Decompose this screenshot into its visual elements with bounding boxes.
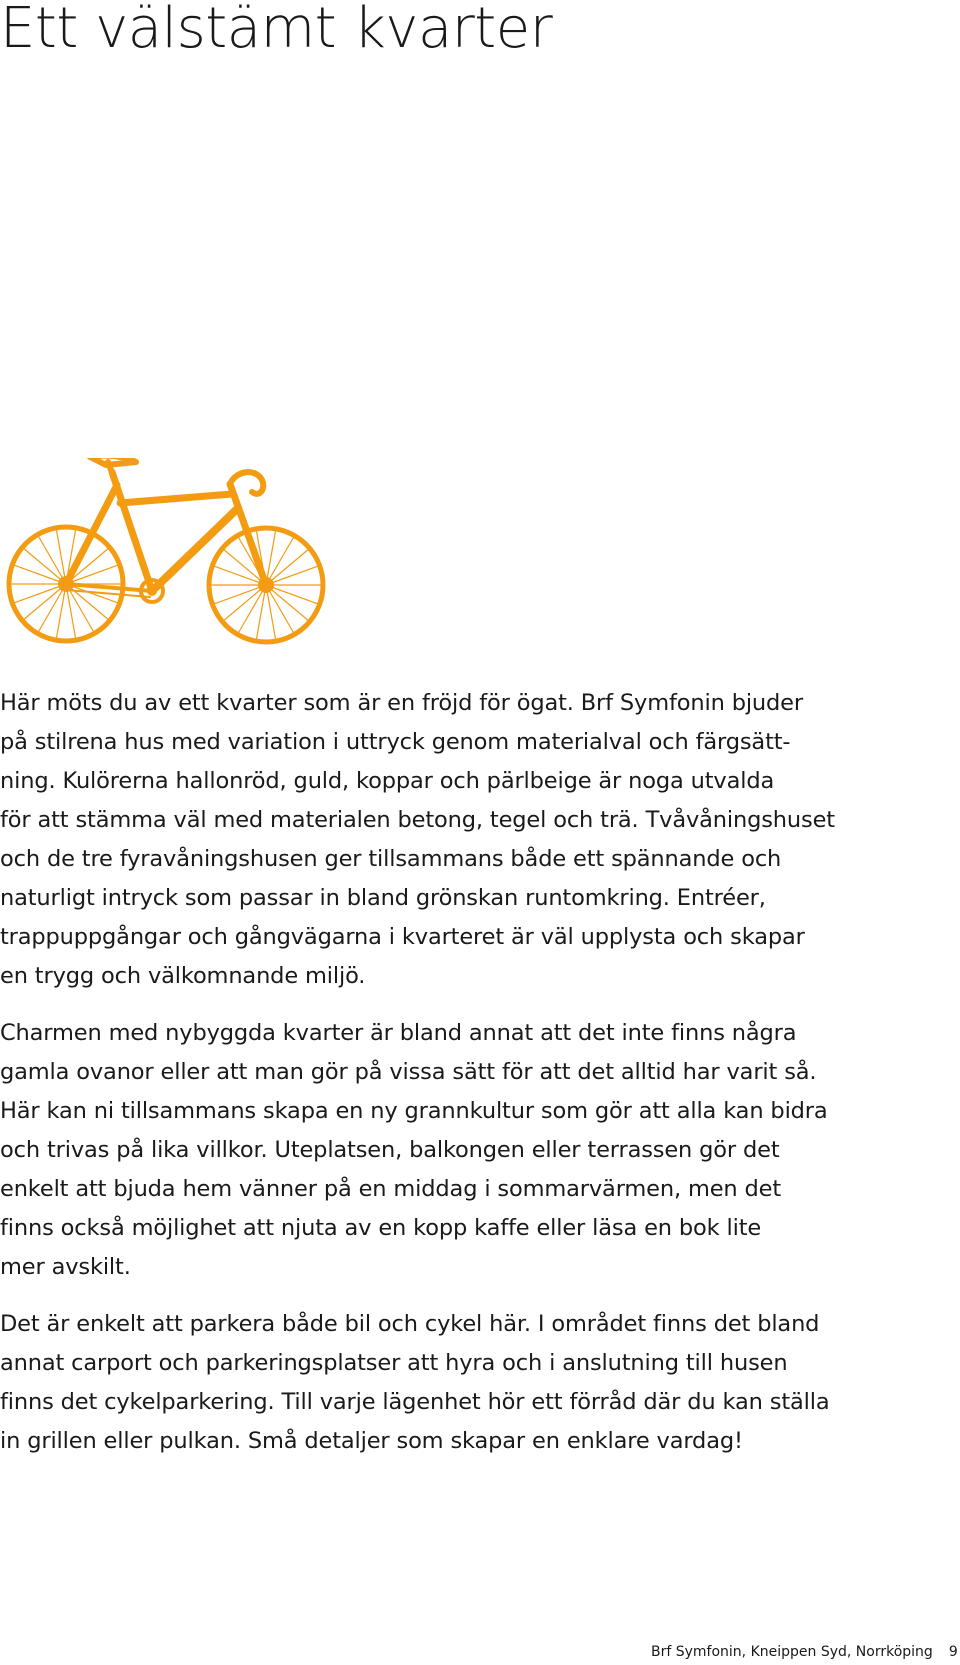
text-line: Här möts du av ett kvarter som är en fröjd för ögat. Brf Symfonin bjuder	[0, 690, 803, 716]
paragraph	[0, 1305, 900, 1461]
text-line: och de tre fyravåningshusen ger tillsammans både ett spännande och	[0, 846, 782, 872]
text-line: Det är enkelt att parkera både bil och cykel här. I området finns det bland	[0, 1311, 820, 1337]
text-line: trappuppgångar och gångvägarna i kvarteret är väl upplysta och skapar	[0, 924, 805, 950]
text-line: Här kan ni tillsammans skapa en ny grannkultur som gör att alla kan bidra	[0, 1098, 828, 1124]
bicycle-icon	[0, 458, 340, 668]
text-line: finns det cykelparkering. Till varje lägenhet hör ett förråd där du kan ställa	[0, 1389, 830, 1415]
text-line: för att stämma väl med materialen betong, tegel och trä. Tvåvåningshuset	[0, 807, 835, 833]
page-footer	[651, 1643, 958, 1661]
page-title: Ett välstämt kvarter	[0, 0, 553, 61]
bicycle-frame	[58, 458, 274, 602]
text-line: finns också möjlighet att njuta av en kopp kaffe eller läsa en bok lite	[0, 1215, 762, 1241]
footer-text: Brf Symfonin, Kneippen Syd, Norrköping	[651, 1644, 933, 1660]
text-line: ning. Kulörerna hallonröd, guld, koppar och pärlbeige är noga utvalda	[0, 768, 775, 794]
text-line: en trygg och välkomnande miljö.	[0, 963, 366, 989]
paragraph	[0, 1014, 900, 1287]
page-number: 9	[948, 1644, 958, 1660]
text-line: Charmen med nybyggda kvarter är bland annat att det inte finns några	[0, 1020, 797, 1046]
text-line: på stilrena hus med variation i uttryck genom materialval och färgsätt-	[0, 729, 791, 755]
text-line: mer avskilt.	[0, 1254, 131, 1280]
text-line: och trivas på lika villkor. Uteplatsen, balkongen eller terrassen gör det	[0, 1137, 780, 1163]
text-line: annat carport och parkeringsplatser att hyra och i anslutning till husen	[0, 1350, 788, 1376]
text-line: naturligt intryck som passar in bland grönskan runtomkring. Entréer,	[0, 885, 766, 911]
text-line: in grillen eller pulkan. Små detaljer som skapar en enklare vardag!	[0, 1428, 743, 1454]
text-line: enkelt att bjuda hem vänner på en middag i sommarvärmen, men det	[0, 1176, 782, 1202]
paragraph	[0, 684, 900, 996]
text-line: gamla ovanor eller att man gör på vissa sätt för att det alltid har varit så.	[0, 1059, 817, 1085]
body-text	[0, 684, 900, 1461]
